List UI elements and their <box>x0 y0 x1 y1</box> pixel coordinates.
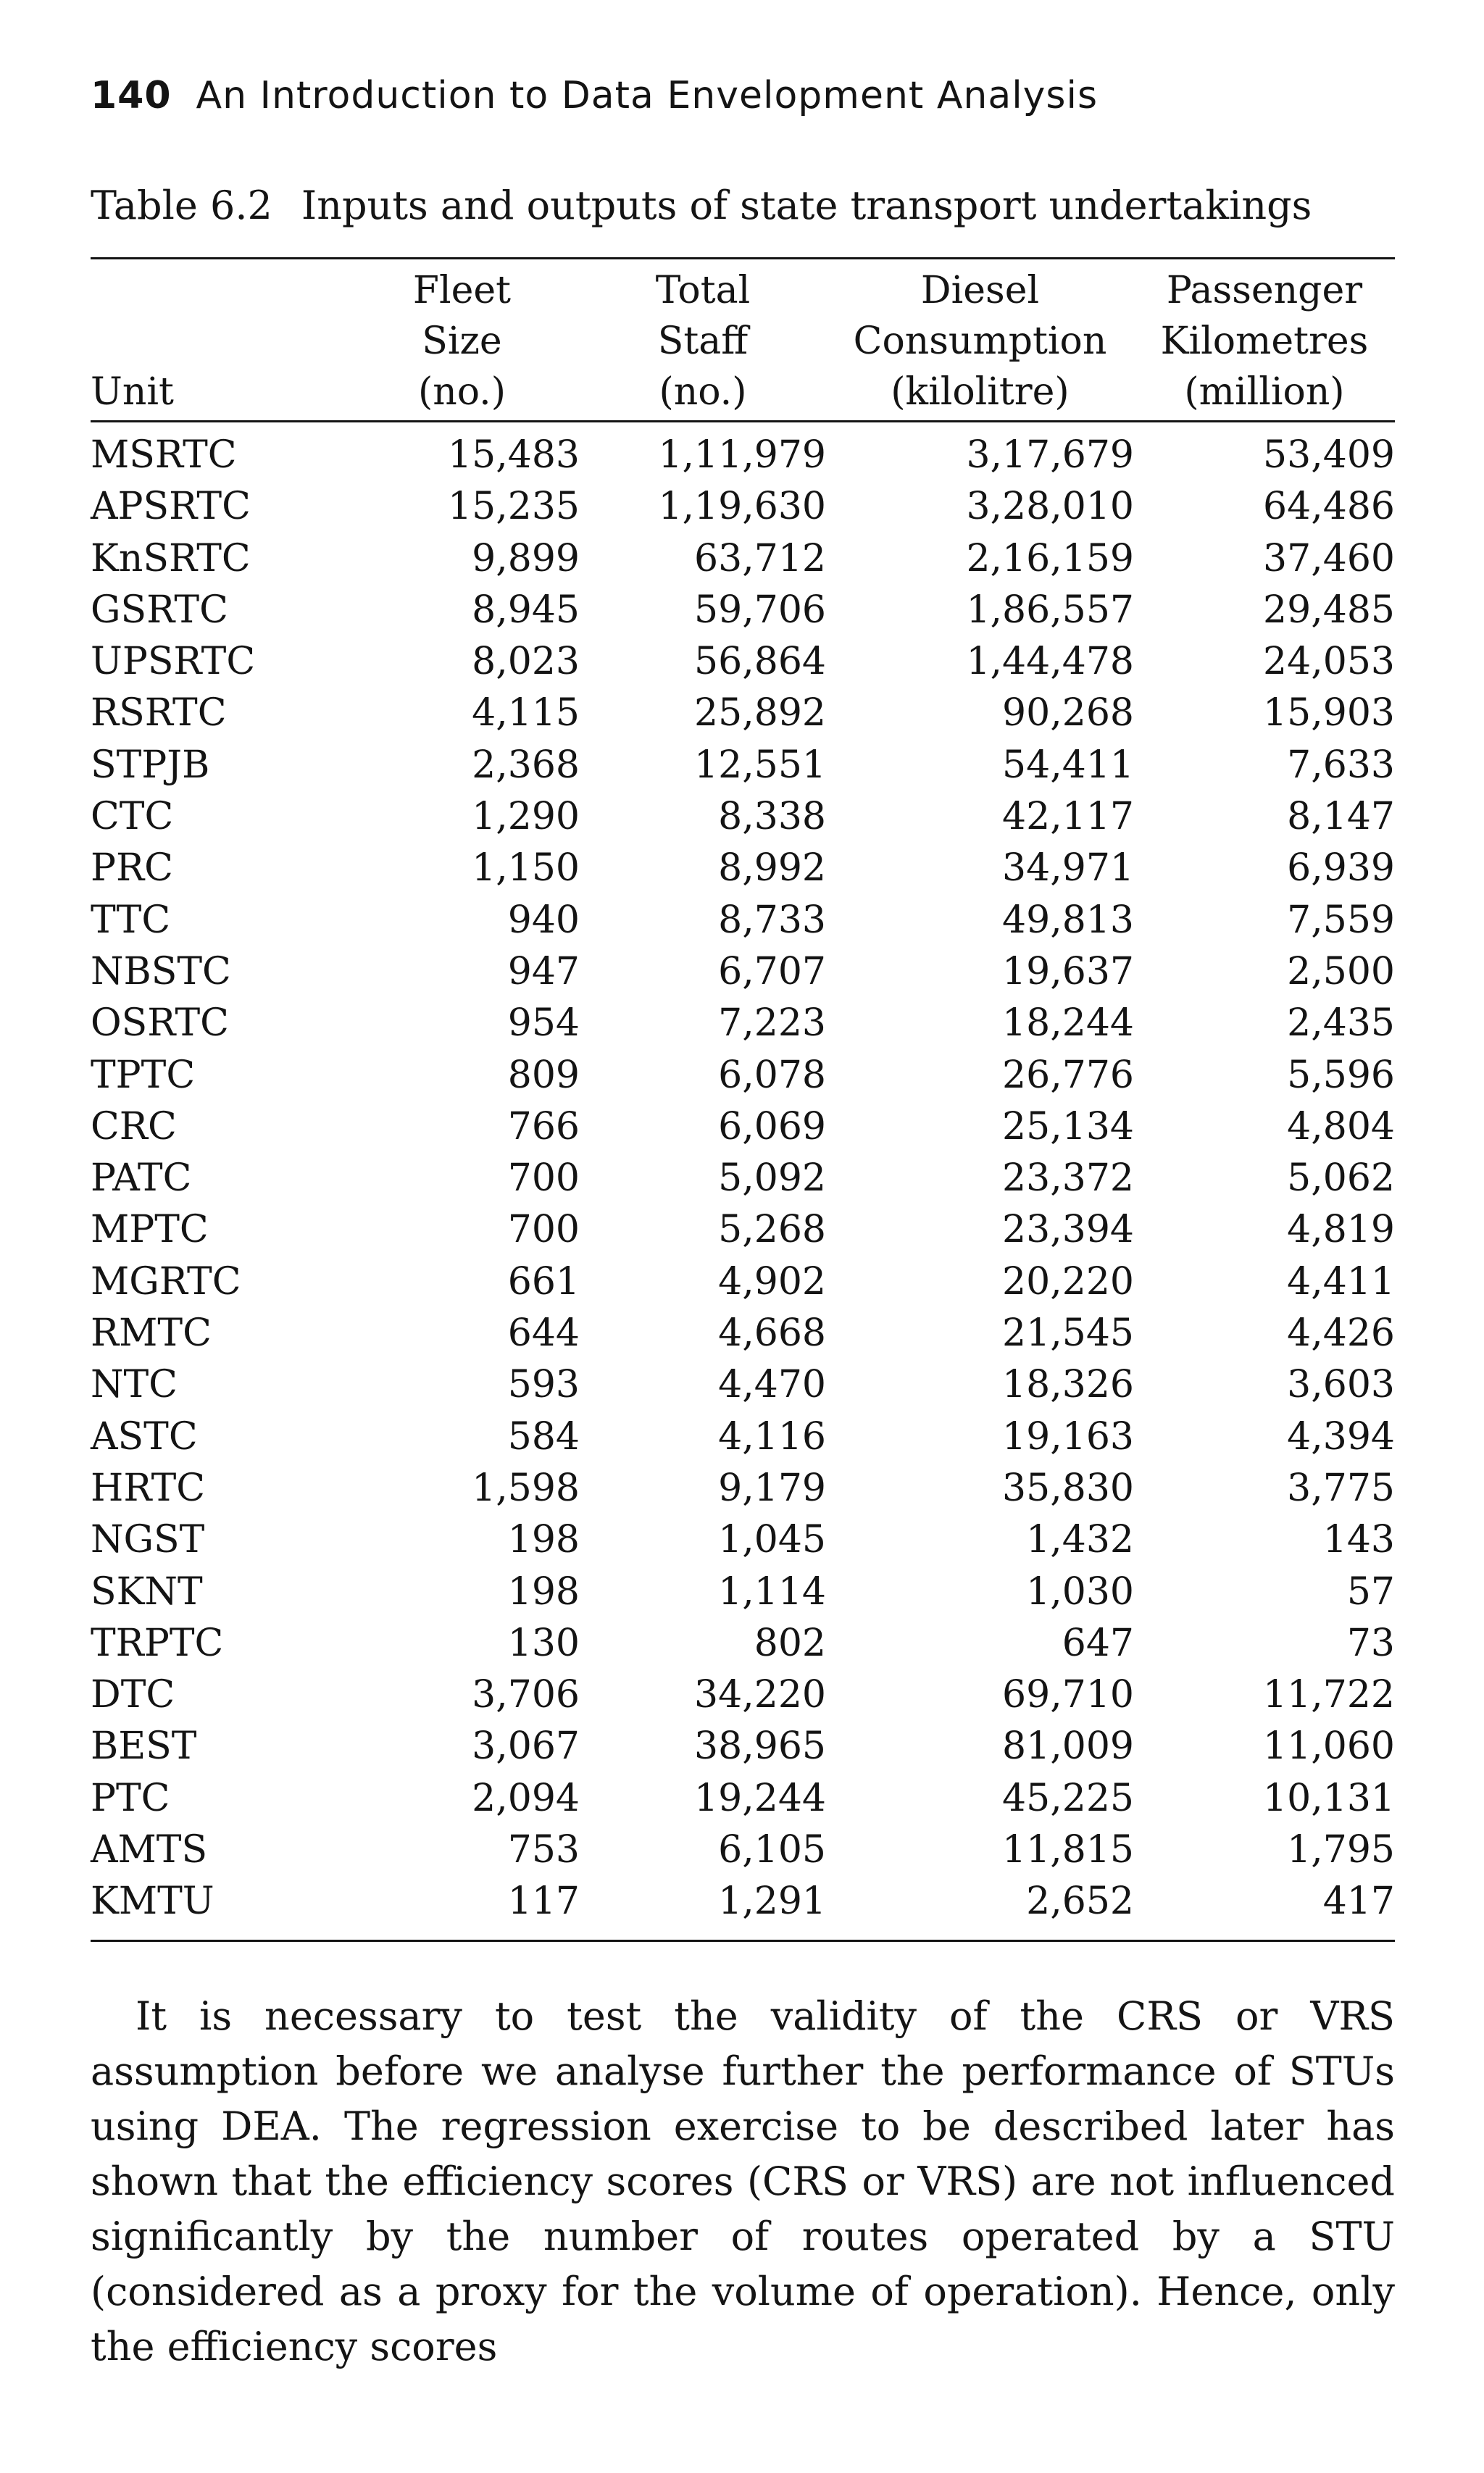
unit-cell: KnSRTC <box>91 536 251 580</box>
value-cell: 117 <box>507 1880 580 1924</box>
table-row <box>91 1308 1395 1359</box>
value-cell: 6,939 <box>1287 846 1395 891</box>
value-cell: 4,819 <box>1287 1208 1395 1252</box>
table-row <box>91 1618 1395 1669</box>
table-header-row <box>91 259 1395 422</box>
table-row <box>91 1463 1395 1514</box>
unit-cell: NTC <box>91 1363 178 1407</box>
value-cell: 8,945 <box>472 588 580 632</box>
table-row <box>91 1514 1395 1566</box>
table-row <box>91 998 1395 1049</box>
value-cell: 2,652 <box>1026 1880 1134 1924</box>
value-cell: 2,094 <box>472 1776 580 1820</box>
value-cell: 7,559 <box>1287 898 1395 942</box>
value-cell: 11,722 <box>1263 1673 1395 1717</box>
unit-cell: CRC <box>91 1104 177 1148</box>
value-cell: 18,326 <box>1002 1363 1134 1407</box>
column-header-line: (kilolitre) <box>891 370 1070 414</box>
table-caption <box>91 183 1312 228</box>
value-cell: 1,150 <box>472 846 580 891</box>
value-cell: 8,338 <box>718 795 826 839</box>
value-cell: 42,117 <box>1002 795 1134 839</box>
value-cell: 7,633 <box>1287 743 1395 787</box>
value-cell: 59,706 <box>694 588 826 632</box>
body-paragraph: It is necessary to test the validity of the CRS or VRS assumption before we analyse further the performance of STUs using DEA. The regression exercise to be described later has shown that the efficiency scores (CRS or VRS) are not influenced significantly by the number of routes operated by a STU (considered as a proxy for the volume of operation). Hence, only the efficiency scores <box>91 1993 1395 2369</box>
value-cell: 3,603 <box>1287 1363 1395 1407</box>
column-header-line: Unit <box>91 370 174 414</box>
table-row <box>91 636 1395 688</box>
table-row <box>91 1824 1395 1876</box>
value-cell: 1,291 <box>718 1880 826 1924</box>
column-header-line: Total <box>655 269 751 312</box>
value-cell: 1,114 <box>718 1569 826 1614</box>
column-header-line: Kilometres <box>1160 320 1369 363</box>
column-header <box>91 259 344 422</box>
table-row <box>91 791 1395 843</box>
value-cell: 802 <box>754 1621 826 1665</box>
unit-cell: TPTC <box>91 1053 196 1097</box>
column-header <box>580 259 826 422</box>
value-cell: 4,426 <box>1287 1311 1395 1356</box>
column-header-line: (million) <box>1184 370 1345 414</box>
value-cell: 4,470 <box>718 1363 826 1407</box>
table-row <box>91 688 1395 739</box>
page-number: 140 <box>91 74 172 117</box>
table-row <box>91 1359 1395 1411</box>
table-title: Inputs and outputs of state transport undertakings <box>301 183 1312 228</box>
value-cell: 947 <box>507 949 580 993</box>
column-header-line: (no.) <box>418 370 506 414</box>
table-row <box>91 1721 1395 1772</box>
table-row <box>91 533 1395 585</box>
table-row <box>91 1153 1395 1204</box>
column-header-line: Diesel <box>920 269 1040 312</box>
value-cell: 198 <box>507 1569 580 1614</box>
value-cell: 8,023 <box>472 640 580 684</box>
value-cell: 18,244 <box>1002 1001 1134 1046</box>
table-row <box>91 843 1395 894</box>
column-header <box>344 259 580 422</box>
table-row <box>91 1050 1395 1101</box>
value-cell: 8,992 <box>718 846 826 891</box>
value-cell: 7,223 <box>718 1001 826 1046</box>
value-cell: 661 <box>507 1259 580 1304</box>
value-cell: 23,372 <box>1002 1156 1134 1201</box>
value-cell: 1,030 <box>1026 1569 1134 1614</box>
value-cell: 64,486 <box>1263 485 1395 529</box>
value-cell: 3,775 <box>1287 1466 1395 1510</box>
value-cell: 1,44,478 <box>966 640 1134 684</box>
table-row <box>91 1669 1395 1721</box>
value-cell: 1,598 <box>472 1466 580 1510</box>
table-row <box>91 481 1395 533</box>
unit-cell: HRTC <box>91 1466 206 1510</box>
value-cell: 21,545 <box>1002 1311 1134 1356</box>
value-cell: 766 <box>507 1104 580 1148</box>
value-cell: 954 <box>507 1001 580 1046</box>
value-cell: 8,733 <box>718 898 826 942</box>
value-cell: 69,710 <box>1002 1673 1134 1717</box>
unit-cell: MGRTC <box>91 1259 241 1304</box>
data-table-container <box>91 257 1395 1942</box>
value-cell: 57 <box>1346 1569 1395 1614</box>
value-cell: 700 <box>507 1208 580 1252</box>
value-cell: 700 <box>507 1156 580 1201</box>
value-cell: 38,965 <box>694 1725 826 1769</box>
unit-cell: MPTC <box>91 1208 209 1252</box>
table-row <box>91 1101 1395 1153</box>
column-header-line: Consumption <box>853 320 1107 363</box>
unit-cell: NBSTC <box>91 949 231 993</box>
value-cell: 198 <box>507 1518 580 1562</box>
value-cell: 1,86,557 <box>966 588 1134 632</box>
value-cell: 34,971 <box>1002 846 1134 891</box>
unit-cell: KMTU <box>91 1880 214 1924</box>
value-cell: 12,551 <box>694 743 826 787</box>
value-cell: 19,244 <box>694 1776 826 1820</box>
unit-cell: SKNT <box>91 1569 203 1614</box>
value-cell: 11,060 <box>1263 1725 1395 1769</box>
unit-cell: CTC <box>91 795 174 839</box>
value-cell: 19,163 <box>1002 1414 1134 1459</box>
value-cell: 3,17,679 <box>966 433 1134 477</box>
column-header-line <box>91 316 344 367</box>
unit-cell: PRC <box>91 846 173 891</box>
unit-cell: PATC <box>91 1156 192 1201</box>
value-cell: 1,432 <box>1026 1518 1134 1562</box>
unit-cell: DTC <box>91 1673 175 1717</box>
value-cell: 2,435 <box>1287 1001 1395 1046</box>
unit-cell: APSRTC <box>91 485 251 529</box>
unit-cell: UPSRTC <box>91 640 256 684</box>
table-row <box>91 895 1395 946</box>
column-header-line: Size <box>422 320 502 363</box>
value-cell: 6,707 <box>718 949 826 993</box>
value-cell: 1,290 <box>472 795 580 839</box>
value-cell: 5,092 <box>718 1156 826 1201</box>
column-header <box>826 259 1134 422</box>
value-cell: 11,815 <box>1002 1828 1134 1872</box>
table-row <box>91 1567 1395 1618</box>
value-cell: 4,668 <box>718 1311 826 1356</box>
value-cell: 23,394 <box>1002 1208 1134 1252</box>
value-cell: 753 <box>507 1828 580 1872</box>
value-cell: 34,220 <box>694 1673 826 1717</box>
value-cell: 5,596 <box>1287 1053 1395 1097</box>
value-cell: 143 <box>1322 1518 1395 1562</box>
unit-cell: RSRTC <box>91 691 227 735</box>
unit-cell: OSRTC <box>91 1001 229 1046</box>
value-cell: 2,500 <box>1287 949 1395 993</box>
value-cell: 54,411 <box>1002 743 1134 787</box>
value-cell: 5,268 <box>718 1208 826 1252</box>
value-cell: 15,235 <box>448 485 580 529</box>
value-cell: 940 <box>507 898 580 942</box>
column-header-line: Fleet <box>412 269 512 312</box>
column-header-line: Staff <box>657 320 749 363</box>
value-cell: 417 <box>1322 1880 1395 1924</box>
value-cell: 647 <box>1062 1621 1134 1665</box>
column-header-line: Passenger <box>1166 269 1363 312</box>
value-cell: 6,069 <box>718 1104 826 1148</box>
value-cell: 35,830 <box>1002 1466 1134 1510</box>
unit-cell: STPJB <box>91 743 210 787</box>
column-header <box>1134 259 1395 422</box>
table-header <box>91 259 1395 422</box>
value-cell: 584 <box>507 1414 580 1459</box>
value-cell: 24,053 <box>1263 640 1395 684</box>
unit-cell: PTC <box>91 1776 170 1820</box>
table-row <box>91 1256 1395 1308</box>
value-cell: 90,268 <box>1002 691 1134 735</box>
column-header-line <box>91 265 344 316</box>
value-cell: 6,078 <box>718 1053 826 1097</box>
value-cell: 63,712 <box>694 536 826 580</box>
value-cell: 53,409 <box>1263 433 1395 477</box>
value-cell: 4,902 <box>718 1259 826 1304</box>
value-cell: 5,062 <box>1287 1156 1395 1201</box>
table-label: Table 6.2 <box>91 183 272 228</box>
value-cell: 73 <box>1346 1621 1395 1665</box>
value-cell: 4,411 <box>1287 1259 1395 1304</box>
value-cell: 9,179 <box>718 1466 826 1510</box>
value-cell: 1,19,630 <box>658 485 826 529</box>
book-title: An Introduction to Data Envelopment Analysis <box>196 74 1099 117</box>
value-cell: 8,147 <box>1287 795 1395 839</box>
value-cell: 29,485 <box>1263 588 1395 632</box>
table-row <box>91 585 1395 636</box>
unit-cell: BEST <box>91 1725 197 1769</box>
value-cell: 1,795 <box>1287 1828 1395 1872</box>
value-cell: 4,116 <box>718 1414 826 1459</box>
table-body <box>91 422 1395 1941</box>
value-cell: 2,368 <box>472 743 580 787</box>
value-cell: 20,220 <box>1002 1259 1134 1304</box>
value-cell: 3,28,010 <box>966 485 1134 529</box>
unit-cell: GSRTC <box>91 588 228 632</box>
table-row <box>91 1411 1395 1463</box>
table-row <box>91 1773 1395 1824</box>
value-cell: 130 <box>507 1621 580 1665</box>
value-cell: 25,892 <box>694 691 826 735</box>
value-cell: 49,813 <box>1002 898 1134 942</box>
value-cell: 2,16,159 <box>966 536 1134 580</box>
value-cell: 15,903 <box>1263 691 1395 735</box>
value-cell: 37,460 <box>1263 536 1395 580</box>
value-cell: 6,105 <box>718 1828 826 1872</box>
value-cell: 593 <box>507 1363 580 1407</box>
value-cell: 3,067 <box>472 1725 580 1769</box>
running-head <box>91 74 1098 117</box>
value-cell: 3,706 <box>472 1673 580 1717</box>
table-row <box>91 1204 1395 1256</box>
unit-cell: RMTC <box>91 1311 212 1356</box>
table-row <box>91 946 1395 998</box>
value-cell: 15,483 <box>448 433 580 477</box>
value-cell: 56,864 <box>694 640 826 684</box>
unit-cell: MSRTC <box>91 433 237 477</box>
table-row <box>91 1876 1395 1940</box>
value-cell: 4,394 <box>1287 1414 1395 1459</box>
table-row <box>91 740 1395 791</box>
value-cell: 4,115 <box>472 691 580 735</box>
value-cell: 809 <box>507 1053 580 1097</box>
value-cell: 19,637 <box>1002 949 1134 993</box>
value-cell: 4,804 <box>1287 1104 1395 1148</box>
unit-cell: TRPTC <box>91 1621 224 1665</box>
value-cell: 81,009 <box>1002 1725 1134 1769</box>
value-cell: 45,225 <box>1002 1776 1134 1820</box>
unit-cell: NGST <box>91 1518 205 1562</box>
value-cell: 26,776 <box>1002 1053 1134 1097</box>
value-cell: 1,11,979 <box>658 433 826 477</box>
value-cell: 10,131 <box>1263 1776 1395 1820</box>
value-cell: 9,899 <box>472 536 580 580</box>
unit-cell: AMTS <box>91 1828 208 1872</box>
column-header-line: (no.) <box>659 370 747 414</box>
unit-cell: TTC <box>91 898 171 942</box>
data-table <box>91 257 1395 1942</box>
unit-cell: ASTC <box>91 1414 198 1459</box>
table-row <box>91 422 1395 482</box>
value-cell: 1,045 <box>718 1518 826 1562</box>
value-cell: 25,134 <box>1002 1104 1134 1148</box>
value-cell: 644 <box>507 1311 580 1356</box>
